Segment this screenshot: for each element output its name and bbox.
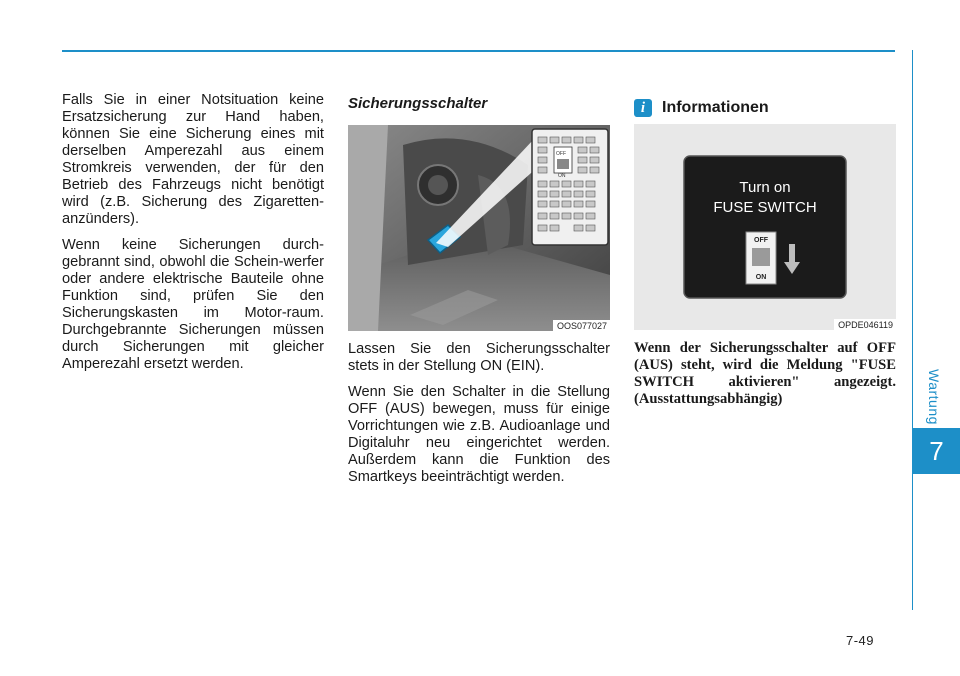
car-interior-illustration — [348, 125, 610, 331]
info-title: Informationen — [662, 99, 769, 116]
fuse-switch-figure — [348, 125, 610, 331]
display-line-1: Turn on — [739, 179, 791, 196]
figure-code: OPDE046119 — [834, 319, 896, 330]
display-on-label: ON — [755, 274, 767, 281]
display-line-2: FUSE SWITCH — [713, 199, 817, 216]
column-3 — [634, 98, 896, 408]
paragraph-keep-on: Lassen Sie den Sicherungsschalter stets in der Stellung ON (EIN). — [348, 341, 610, 374]
cluster-display-illustration — [634, 124, 896, 330]
chapter-number: 7 — [913, 428, 960, 474]
paragraph-off-effects: Wenn Sie den Schalter in die Stellung OFF (AUS) bewegen, muss für einige Vorrichtungen wie z.B. Audioanlage und Digitaluhr neu eingerichtet werden. Außerdem kann die Funktion des Smartkeys beeinträchtigt werden. — [348, 384, 610, 485]
side-rule — [912, 50, 913, 610]
chapter-label: Wartung — [926, 369, 942, 425]
fuse-switch-on-label: ON — [558, 173, 566, 179]
display-off-label: OFF — [754, 237, 768, 244]
page-number: 7-49 — [846, 633, 875, 648]
figure-code: OOS077027 — [553, 320, 610, 331]
paragraph-emergency-fuse: Falls Sie in einer Notsituation keine Ersatzsicherung zur Hand haben, können Sie eine Sicherung eines mit derselben Amperezahl aus einem Stromkreis verwenden, der für den Betrieb des Fahrzeugs nicht benötigt wird (z.B. Sicherung des Zigaretten-anzünders). — [62, 92, 324, 227]
paragraph-check-engine-fuses: Wenn keine Sicherungen durch-gebrannt sind, obwohl die Schein-werfer oder andere elektrische Bauteile ohne Funktion sind, prüfen Sie den Sicherungskasten im Motor-raum. Durchgebrannte Sicherungen müssen durch Sicherungen mit gleicher Amperezahl ersetzt werden. — [62, 237, 324, 372]
info-icon: i — [634, 99, 652, 117]
paragraph-fuse-switch-message: Wenn der Sicherungsschalter auf OFF (AUS) steht, wird die Meldung "FUSE SWITCH aktivieren" angezeigt. (Ausstattungsabhängig) — [634, 340, 896, 407]
column-2 — [348, 94, 610, 495]
section-heading: Sicherungsschalter — [348, 95, 488, 112]
header-rule — [62, 50, 895, 52]
fuse-switch-off-label: OFF — [556, 151, 566, 157]
info-header — [634, 98, 896, 118]
cluster-message-figure — [634, 124, 896, 330]
column-1 — [62, 92, 324, 382]
